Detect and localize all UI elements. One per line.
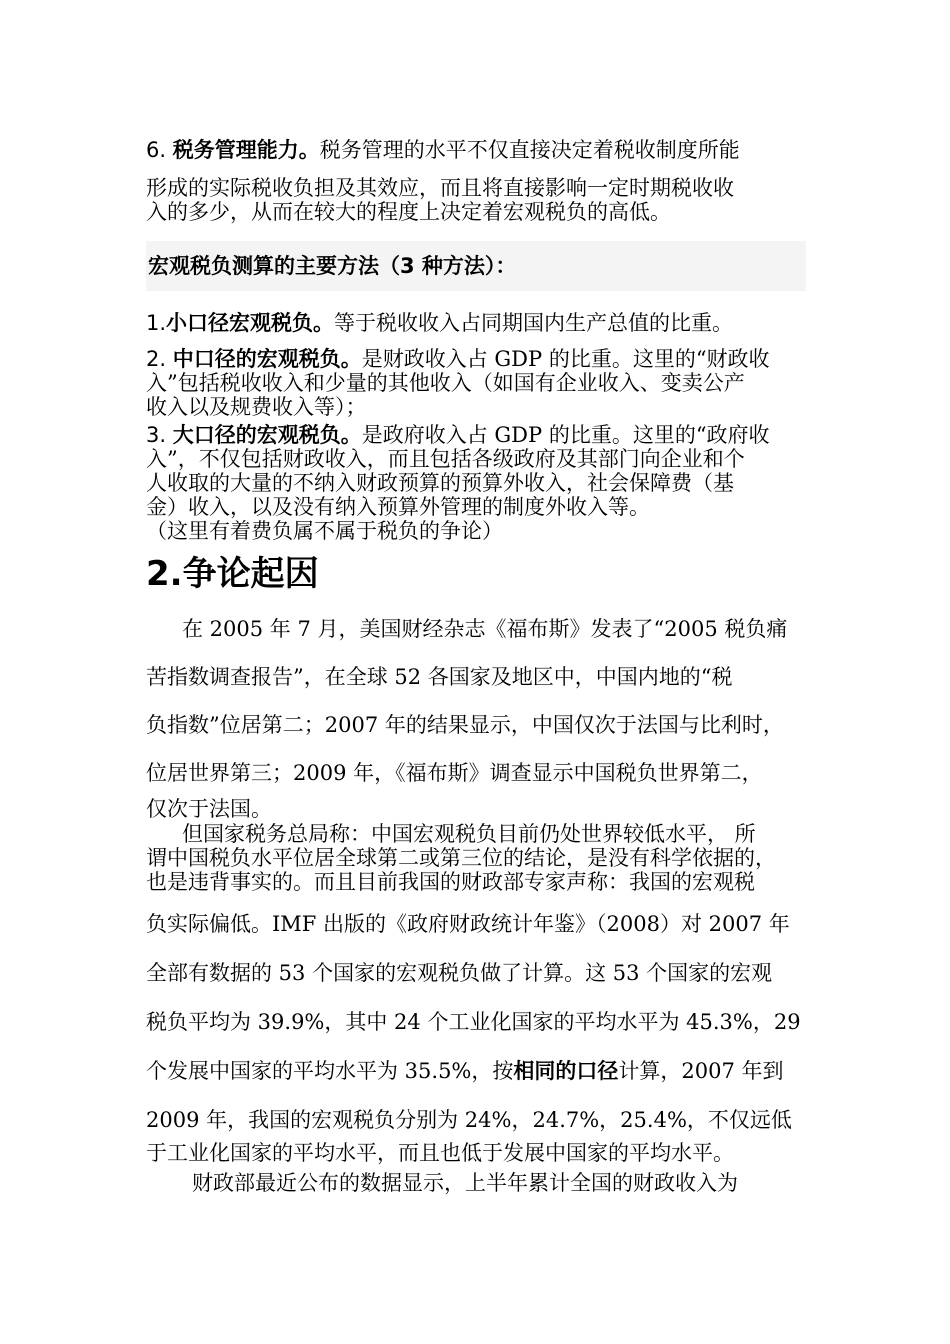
paragraph-tax-admin-cont: [146, 176, 858, 224]
text-line: 入的多少，从而在较大的程度上决定着宏观税负的高低。: [146, 200, 671, 224]
text-line: 税负平均为 39.9%，其中 24 个工业化国家的平均水平为 45.3%，29: [146, 1010, 801, 1034]
paragraph-mof: [146, 1168, 858, 1198]
text-line: 谓中国税负水平位居全球第二或第三位的结论，是没有科学依据的，: [146, 846, 776, 870]
item-number: 3.: [146, 423, 167, 447]
text-line: 税务管理的水平不仅直接决定着税收制度所能: [319, 138, 740, 162]
text-line: 苦指数调查报告”，在全球 52 各国家及地区中，中国内地的“税: [146, 665, 733, 689]
item-heading: 大口径的宏观税负。: [172, 423, 362, 447]
paragraph-tax-admin: [146, 134, 858, 166]
item-number: 6.: [146, 138, 167, 162]
text-line: 收入以及规费收入等）；: [146, 395, 367, 419]
text-line: （这里有着费负属不属于税负的争论）: [146, 519, 503, 543]
text-line: 仅次于法国。: [146, 797, 272, 821]
text-line: 于工业化国家的平均水平，而且也低于发展中国家的平均水平。: [146, 1141, 734, 1165]
method-1: [146, 308, 858, 338]
text-line: 人收取的大量的不纳入财政预算的预算外收入，社会保障费（基: [146, 471, 734, 495]
text-line: 但国家税务总局称：中国宏观税负目前仍处世界较低水平， 所: [182, 822, 756, 846]
paragraph-forbes: [146, 605, 858, 797]
text-line: 在 2005 年 7 月，美国财经杂志《福布斯》发表了“2005 税负痛: [182, 617, 788, 641]
section-2-title: 2.争论起因: [146, 554, 319, 594]
text-line: 财政部最近公布的数据显示，上半年累计全国的财政收入为: [192, 1171, 738, 1195]
item-heading: 中口径的宏观税负。: [172, 347, 362, 371]
text-line: 金）收入，以及没有纳入预算外管理的制度外收入等。: [146, 495, 650, 519]
paragraph-sat: [146, 822, 858, 894]
paragraph-sat-cont: [146, 900, 858, 1145]
text-line: 入”，不仅包括财政收入，而且包括各级政府及其部门向企业和个: [146, 447, 745, 471]
text-line: 入”包括税收收入和少量的其他收入（如国有企业收入、变卖公产: [146, 371, 745, 395]
text-line: 等于税收收入占同期国内生产总值的比重。: [334, 311, 734, 335]
text-line: 负指数”位居第二；2007 年的结果显示，中国仅次于法国与比利时，: [146, 713, 784, 737]
text-line: 负实际偏低。IMF 出版的《政府财政统计年鉴》（2008）对 2007 年: [146, 912, 790, 936]
text-line: 位居世界第三；2009 年，《福布斯》调查显示中国税负世界第二，: [146, 761, 763, 785]
method-3: [146, 423, 858, 543]
paragraph-forbes-end: [146, 796, 858, 822]
text-line: 形成的实际税收负担及其效应，而且将直接影响一定时期税收收: [146, 176, 734, 200]
item-number: 2.: [146, 347, 167, 371]
paragraph-sat-end: [146, 1140, 858, 1166]
text-line: 是财政收入占 GDP 的比重。这里的“财政收: [361, 347, 770, 371]
item-heading: 税务管理能力。: [172, 138, 320, 162]
methods-heading: 宏观税负测算的主要方法（3 种方法）：: [146, 241, 806, 291]
text-line: 计算，2007 年到: [618, 1059, 784, 1083]
item-heading: 小口径宏观税负。: [166, 311, 335, 335]
text-line: 个发展中国家的平均水平为 35.5%，按: [146, 1059, 514, 1083]
text-line: 全部有数据的 53 个国家的宏观税负做了计算。这 53 个国家的宏观: [146, 961, 773, 985]
text-line: 2009 年，我国的宏观税负分别为 24%，24.7%，25.4%，不仅远低: [146, 1108, 792, 1132]
item-number: 1.: [146, 311, 167, 335]
text-line: 也是违背事实的。而且目前我国的财政部专家声称：我国的宏观税: [146, 870, 755, 894]
emphasis-text: 相同的口径: [513, 1059, 619, 1083]
method-2: [146, 347, 858, 419]
text-line: 是政府收入占 GDP 的比重。这里的“政府收: [361, 423, 770, 447]
